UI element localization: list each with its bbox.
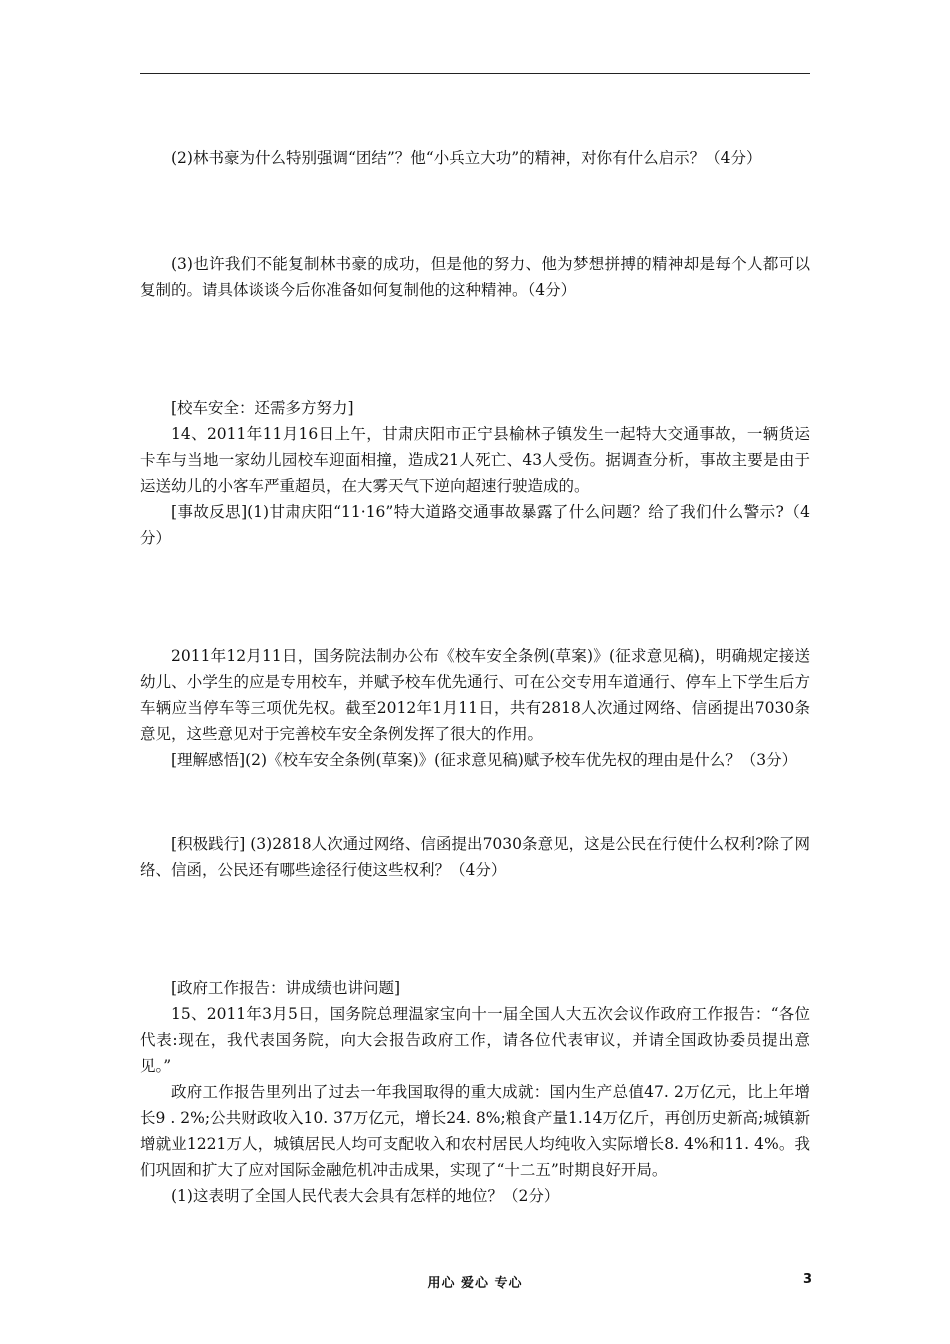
page-number: 3 xyxy=(802,1272,812,1287)
footer-motto: 用心 爱心 专心 xyxy=(427,1276,523,1291)
q14-intro: 14、2011年11月16日上午，甘肃庆阳市正宁县榆林子镇发生一起特大交通事故，一辆货运卡车与当地一家幼儿园校车迎面相撞，造成21人死亡、43人受伤。据调查分析，事故主要是由于运送幼儿的小客车严重超员，在大雾天气下逆向超速行驶造成的。 xyxy=(140,425,810,495)
q14-part3: [积极践行] (3)2818人次通过网络、信函提出7030条意见，这是公民在行使什么权利?除了网络、信函，公民还有哪些途径行使这些权利？（4分） xyxy=(140,835,810,879)
q15-intro: 15、2011年3月5日，国务院总理温家宝向十一届全国人大五次会议作政府工作报告：“各位代表:现在，我代表国务院，向大会报告政府工作，请各位代表审议，并请全国政协委员提出意见。” xyxy=(140,1005,810,1075)
q14-section-title: [校车安全：还需多方努力] xyxy=(171,399,354,417)
q15-material: 政府工作报告里列出了过去一年我国取得的重大成就：国内生产总值47. 2万亿元，比上年增长9 . 2%;公共财政收入10. 37万亿元，增长24. 8%;粮食产量1.14万亿斤，再创历史新高;城镇新增就业1221万人，城镇居民人均可支配收入和农村居民人均纯收入实际增长8. 4%和11. 4%。我们巩固和扩大了应对国际金融危机冲击成果，实现了“十二五”时期良好开局。 xyxy=(140,1083,810,1179)
q14-material2: 2011年12月11日，国务院法制办公布《校车安全条例(草案)》(征求意见稿)，明确规定接送幼儿、小学生的应是专用校车，并赋予校车优先通行、可在公交专用车道通行、停车上下学生后方车辆应当停车等三项优先权。截至2012年1月11日，共有2818人次通过网络、信函提出7030条意见，这些意见对于完善校车安全条例发挥了很大的作用。 xyxy=(140,647,810,743)
document-body xyxy=(140,145,810,1209)
q15-part1: (1)这表明了全国人民代表大会具有怎样的地位？（2分） xyxy=(171,1187,560,1205)
q14-part2: [理解感悟](2)《校车安全条例(草案)》(征求意见稿)赋予校车优先权的理由是什么？（3分） xyxy=(171,751,798,769)
header-rule xyxy=(140,73,810,74)
q13-part3: (3)也许我们不能复制林书豪的成功，但是他的努力、他为梦想拼搏的精神却是每个人都可以复制的。请具体谈谈今后你准备如何复制他的这种精神。（4分） xyxy=(140,255,810,299)
q15-section-title: [政府工作报告：讲成绩也讲问题] xyxy=(171,979,401,997)
q13-part2: (2)林书豪为什么特别强调“团结”？他“小兵立大功”的精神，对你有什么启示？（4分） xyxy=(171,149,762,167)
page-footer xyxy=(0,1272,950,1292)
q14-part1: [事故反思](1)甘肃庆阳“11·16”特大道路交通事故暴露了什么问题？给了我们什么警示?（4分） xyxy=(140,503,810,547)
